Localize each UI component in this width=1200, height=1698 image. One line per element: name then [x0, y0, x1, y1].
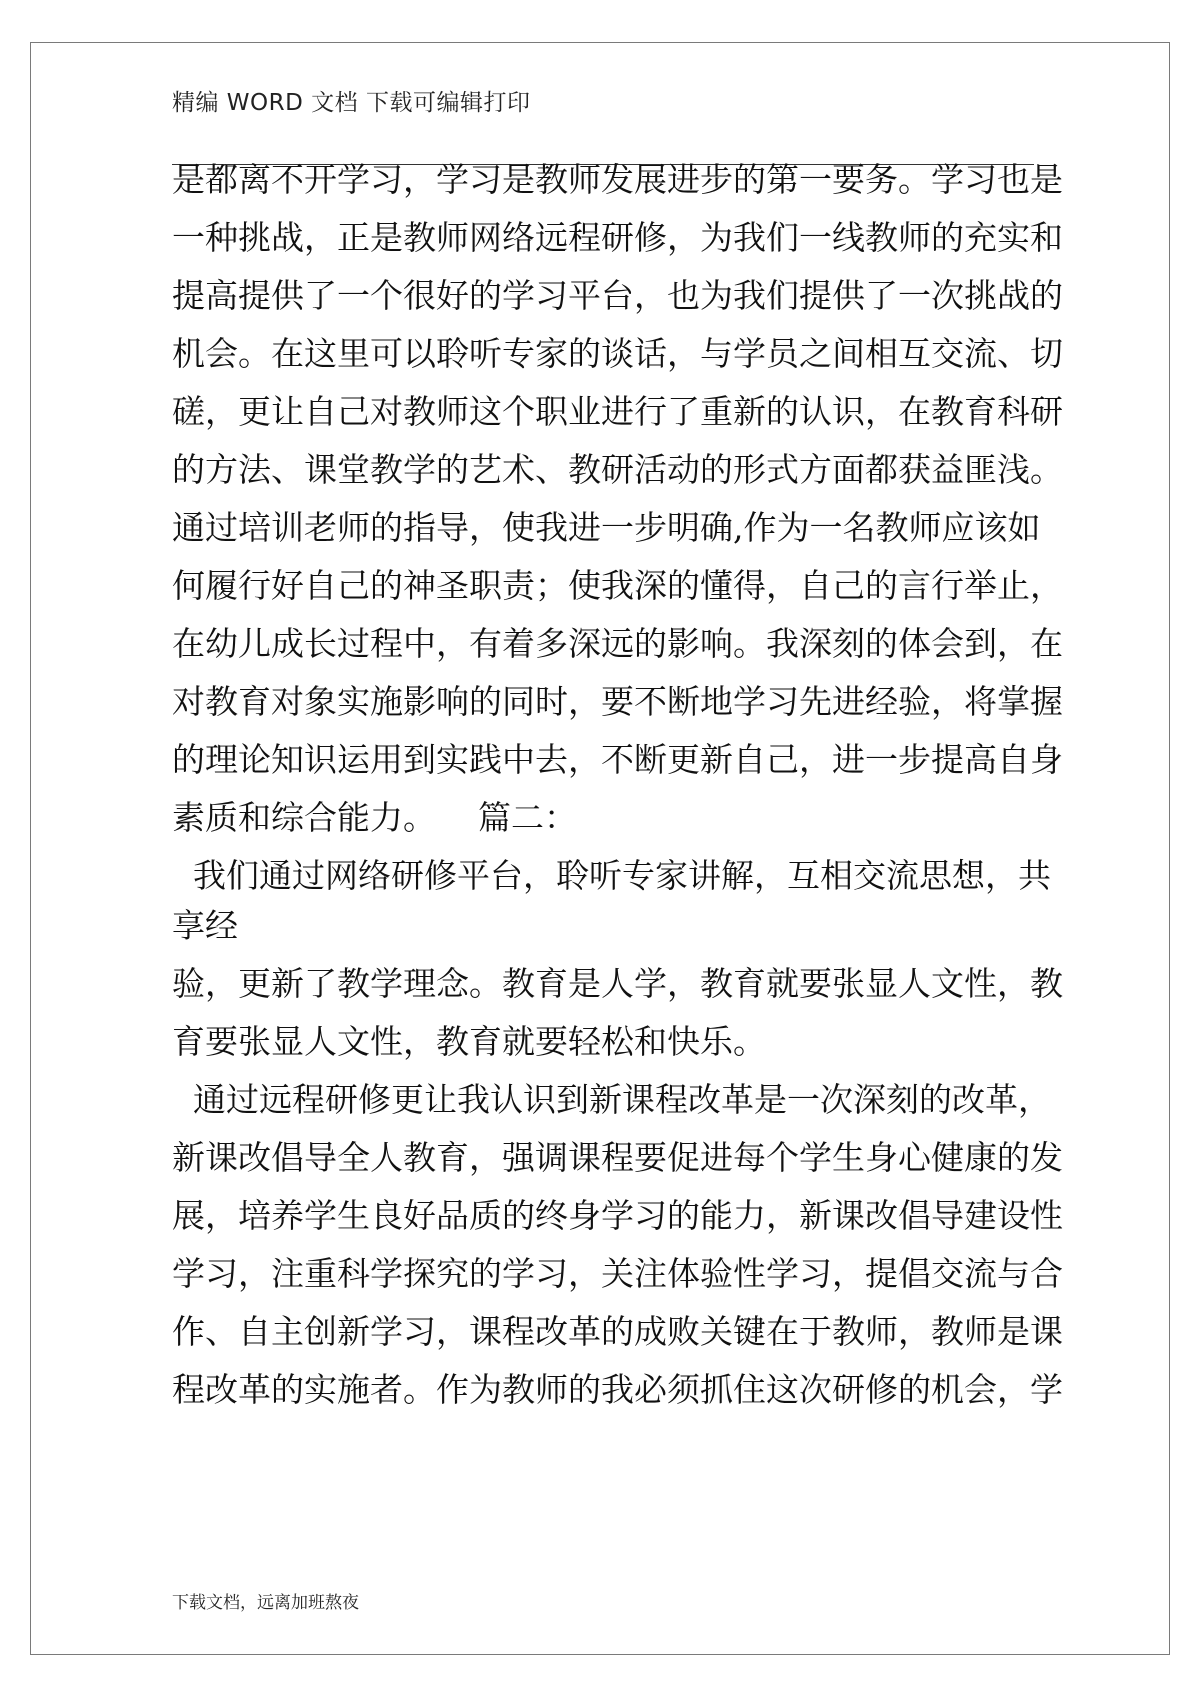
body-line: 对教育对象实施影响的同时，要不断地学习先进经验，将掌握: [172, 682, 1063, 721]
header-title: 精编 WORD 文档 下载可编辑打印: [172, 90, 531, 116]
body-line: 磋，更让自己对教师这个职业进行了重新的认识，在教育科研: [172, 392, 1063, 431]
body-line: 程改革的实施者。作为教师的我必须抓住这次研修的机会，学: [172, 1370, 1063, 1409]
body-line: 是都离不开学习，学习是教师发展进步的第一要务。学习也是: [172, 160, 1063, 199]
body-line: 新课改倡导全人教育，强调课程要促进每个学生身心健康的发: [172, 1138, 1063, 1177]
body-line: 展，培养学生良好品质的终身学习的能力，新课改倡导建设性: [172, 1196, 1063, 1235]
footer-note: 下载文档，远离加班熬夜: [172, 1593, 359, 1613]
body-line: 作、自主创新学习，课程改革的成败关键在于教师，教师是课: [172, 1312, 1063, 1351]
body-line: 通过培训老师的指导，使我进一步明确,作为一名教师应该如: [172, 508, 1041, 547]
body-line: 验，更新了教学理念。教育是人学，教育就要张显人文性，教: [172, 964, 1063, 1003]
body-line: 我们通过网络研修平台，聆听专家讲解，互相交流思想，共: [172, 856, 1051, 895]
body-line: 提高提供了一个很好的学习平台，也为我们提供了一次挑战的: [172, 276, 1063, 315]
body-line: 通过远程研修更让我认识到新课程改革是一次深刻的改革，: [172, 1080, 1051, 1119]
body-line: 在幼儿成长过程中，有着多深远的影响。我深刻的体会到，在: [172, 624, 1063, 663]
body-line: 一种挑战，正是教师网络远程研修，为我们一线教师的充实和: [172, 218, 1063, 257]
body-line: 素质和综合能力。 篇二：: [172, 798, 577, 837]
body-line: 学习，注重科学探究的学习，关注体验性学习，提倡交流与合: [172, 1254, 1063, 1293]
body-line: 的理论知识运用到实践中去，不断更新自己，进一步提高自身: [172, 740, 1063, 779]
body-line: 育要张显人文性，教育就要轻松和快乐。: [172, 1022, 766, 1061]
body-line: 机会。在这里可以聆听专家的谈话，与学员之间相互交流、切: [172, 334, 1063, 373]
body-line: 何履行好自己的神圣职责；使我深的懂得，自己的言行举止，: [172, 566, 1063, 605]
body-line: 享经: [172, 906, 238, 945]
body-line: 的方法、课堂教学的艺术、教研活动的形式方面都获益匪浅。: [172, 450, 1063, 489]
